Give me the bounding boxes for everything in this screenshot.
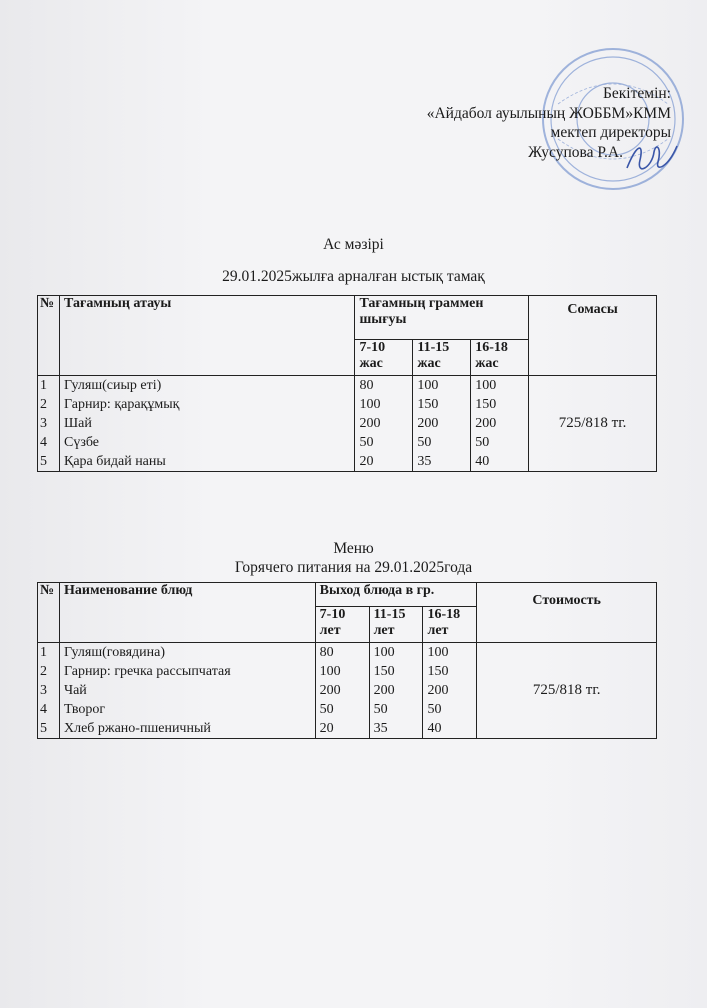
kz-yield-7-10-cell — [355, 376, 413, 472]
yield-value: 50 — [359, 435, 374, 450]
yield-value: 100 — [475, 378, 497, 393]
kz-menu-title: Ас мәзірі — [323, 236, 384, 253]
ru-numbers-cell — [38, 643, 60, 739]
kz-header-num: № — [38, 296, 60, 376]
list-item: 1 — [40, 645, 47, 660]
approval-line-4: Жусупова Р.А. — [528, 143, 623, 161]
kz-header-age-11-15: 11-15 жас — [413, 340, 471, 376]
yield-value: 50 — [427, 702, 442, 717]
kz-yield-16-18-cell — [471, 376, 529, 472]
ru-price-cell: 725/818 тг. — [477, 643, 657, 739]
list-item: 5 — [40, 721, 47, 736]
yield-value: 80 — [319, 645, 334, 660]
kz-header-age-16-18: 16-18 жас — [471, 340, 529, 376]
kz-menu-table — [37, 295, 657, 472]
dish-name: Шай — [63, 416, 92, 431]
dish-name: Гуляш(сиыр еті) — [63, 378, 162, 393]
dish-name: Гуляш(говядина) — [63, 645, 166, 660]
ru-header-age-11-15: 11-15 лет — [369, 607, 423, 643]
yield-value: 100 — [359, 397, 381, 412]
ru-header-yield: Выход блюда в гр. — [315, 583, 477, 607]
ru-header-age-7-10: 7-10 лет — [315, 607, 369, 643]
yield-value: 80 — [359, 378, 374, 393]
ru-dishes-cell — [59, 643, 315, 739]
approval-line-3: мектеп директоры — [550, 124, 671, 141]
ru-header-name: Наименование блюд — [59, 583, 315, 643]
yield-value: 200 — [417, 416, 439, 431]
ru-yield-7-10-cell — [315, 643, 369, 739]
dish-name: Чай — [63, 683, 87, 698]
list-item: 3 — [40, 683, 47, 698]
dish-name: Творог — [63, 702, 106, 717]
yield-value: 150 — [373, 664, 395, 679]
ru-menu-title: Меню — [333, 540, 374, 557]
ru-header-num: № — [38, 583, 60, 643]
kz-header-price: Сомасы — [529, 296, 657, 376]
yield-value: 200 — [427, 683, 449, 698]
ru-header-price: Стоимость — [477, 583, 657, 643]
yield-value: 50 — [417, 435, 432, 450]
yield-value: 40 — [475, 454, 490, 469]
dish-name: Гарнир: қарақұмық — [63, 397, 180, 412]
list-item: 1 — [40, 378, 47, 393]
kz-numbers-cell — [38, 376, 60, 472]
kz-header-name: Тағамның атауы — [59, 296, 354, 376]
yield-value: 200 — [475, 416, 497, 431]
ru-menu-subtitle: Горячего питания на 29.01.2025года — [234, 559, 473, 576]
list-item: 4 — [40, 702, 47, 717]
yield-value: 20 — [319, 721, 334, 736]
dish-name: Гарнир: гречка рассыпчатая — [63, 664, 231, 679]
yield-value: 20 — [359, 454, 374, 469]
yield-value: 200 — [373, 683, 395, 698]
yield-value: 100 — [319, 664, 341, 679]
yield-value: 200 — [359, 416, 381, 431]
yield-value: 100 — [417, 378, 439, 393]
list-item: 2 — [40, 397, 47, 412]
kz-price-cell: 725/818 тг. — [529, 376, 657, 472]
list-item: 2 — [40, 664, 47, 679]
kz-yield-11-15-cell — [413, 376, 471, 472]
kz-menu-subtitle: 29.01.2025жылға арналған ыстық тамақ — [222, 268, 485, 285]
yield-value: 50 — [475, 435, 490, 450]
yield-value: 150 — [417, 397, 439, 412]
yield-value: 150 — [427, 664, 449, 679]
yield-value: 100 — [373, 645, 395, 660]
ru-yield-16-18-cell — [423, 643, 477, 739]
kz-dishes-cell — [59, 376, 354, 472]
list-item: 4 — [40, 435, 47, 450]
yield-value: 200 — [319, 683, 341, 698]
dish-name: Қара бидай наны — [63, 454, 166, 469]
yield-value: 35 — [417, 454, 432, 469]
yield-value: 50 — [373, 702, 388, 717]
list-item: 5 — [40, 454, 47, 469]
dish-name: Сүзбе — [63, 435, 100, 450]
kz-header-yield: Тағамның граммен шығуы — [355, 296, 529, 340]
dish-name: Хлеб ржано-пшеничный — [63, 721, 211, 736]
list-item: 3 — [40, 416, 47, 431]
ru-menu-table — [37, 582, 657, 739]
yield-value: 35 — [373, 721, 388, 736]
ru-header-age-16-18: 16-18 лет — [423, 607, 477, 643]
approval-line-2: «Айдабол ауылының ЖОББМ»КММ — [426, 104, 671, 122]
ru-yield-11-15-cell — [369, 643, 423, 739]
yield-value: 100 — [427, 645, 449, 660]
yield-value: 50 — [319, 702, 334, 717]
kz-header-age-7-10: 7-10 жас — [355, 340, 413, 376]
yield-value: 40 — [427, 721, 442, 736]
yield-value: 150 — [475, 397, 497, 412]
approval-line-1: Бекітемін: — [603, 85, 671, 102]
approval-block — [427, 84, 671, 162]
